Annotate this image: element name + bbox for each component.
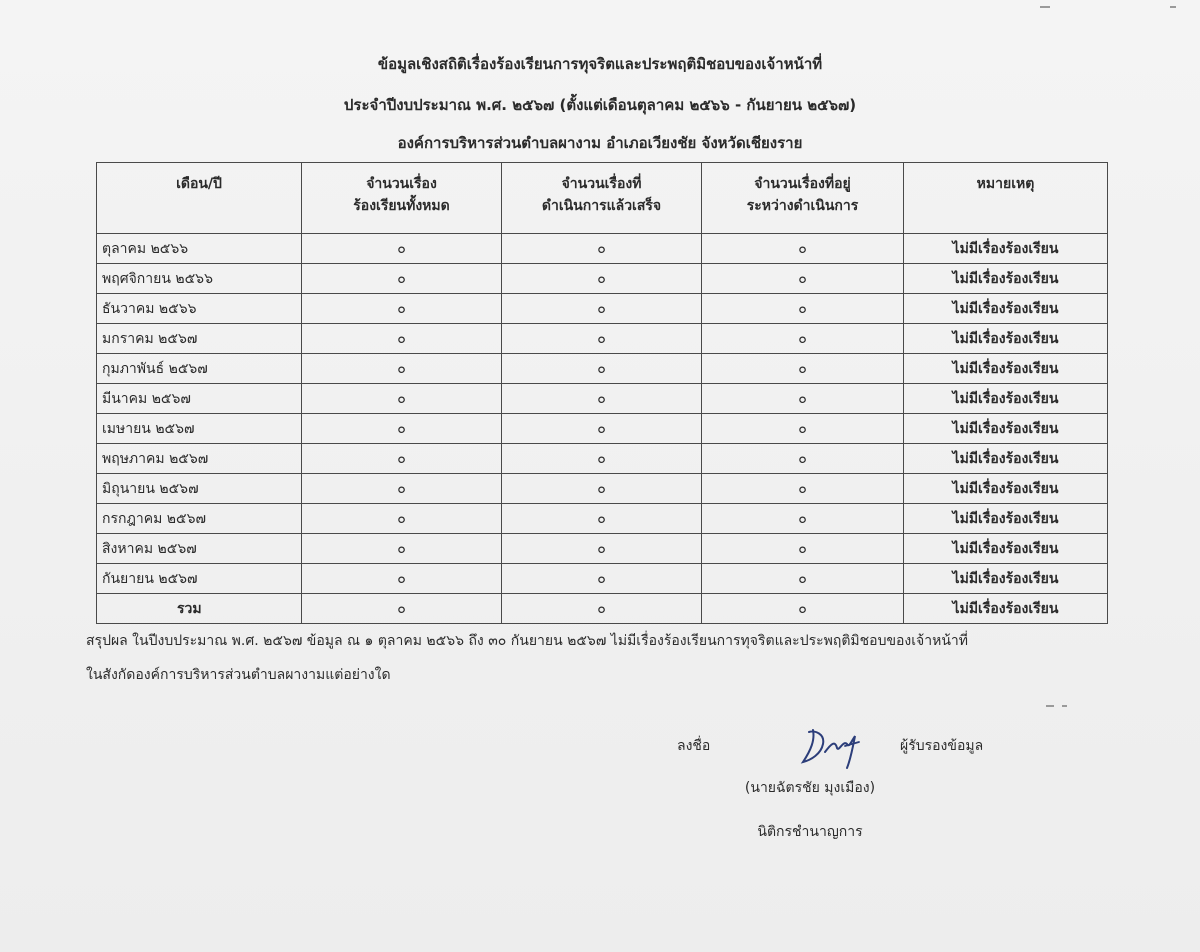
completed-cell: ๐ <box>502 504 702 534</box>
table-total-row <box>97 594 1108 624</box>
in-progress-cell: ๐ <box>702 504 904 534</box>
header-line: หมายเหตุ <box>976 176 1035 192</box>
table-row <box>97 294 1108 324</box>
completed-cell: ๐ <box>502 474 702 504</box>
month-cell: พฤษภาคม ๒๕๖๗ <box>97 444 302 474</box>
total-cell: ๐ <box>302 504 502 534</box>
table-row <box>97 444 1108 474</box>
signer-position: นิติกรชำนาญการ <box>757 824 863 840</box>
table-row <box>97 264 1108 294</box>
note-cell: ไม่มีเรื่องร้องเรียน <box>904 474 1108 504</box>
month-cell: ตุลาคม ๒๕๖๖ <box>97 234 302 264</box>
header-line: ดำเนินการแล้วเสร็จ <box>541 198 662 214</box>
column-header-in-progress <box>702 163 904 234</box>
total-cell: ๐ <box>302 594 502 624</box>
summary-line-2: ในสังกัดองค์การบริหารส่วนตำบลผางามแต่อย่างใด <box>86 667 391 683</box>
total-cell: ๐ <box>302 234 502 264</box>
in-progress-cell: ๐ <box>702 324 904 354</box>
completed-cell: ๐ <box>502 564 702 594</box>
total-cell: ๐ <box>302 534 502 564</box>
header-line: จำนวนเรื่องที่อยู่ <box>754 176 851 192</box>
note-cell: ไม่มีเรื่องร้องเรียน <box>904 324 1108 354</box>
total-cell: ๐ <box>302 324 502 354</box>
completed-cell: ๐ <box>502 444 702 474</box>
in-progress-cell: ๐ <box>702 354 904 384</box>
month-cell: ธันวาคม ๒๕๖๖ <box>97 294 302 324</box>
complaint-statistics-table <box>96 162 1108 624</box>
completed-cell: ๐ <box>502 354 702 384</box>
table-row <box>97 384 1108 414</box>
summary-line-1: สรุปผล ในปีงบประมาณ พ.ศ. ๒๕๖๗ ข้อมูล ณ ๑ ตุลาคม ๒๕๖๖ ถึง ๓๐ กันยายน ๒๕๖๗ ไม่มีเรื่องร้องเรียนการทุจริตและประพฤติมิชอบของเจ้าหน้าที่ <box>86 633 969 649</box>
table-row <box>97 324 1108 354</box>
in-progress-cell: ๐ <box>702 234 904 264</box>
header-line: ระหว่างดำเนินการ <box>746 198 859 214</box>
month-cell: กรกฎาคม ๒๕๖๗ <box>97 504 302 534</box>
note-cell: ไม่มีเรื่องร้องเรียน <box>904 594 1108 624</box>
month-cell: มิถุนายน ๒๕๖๗ <box>97 474 302 504</box>
in-progress-cell: ๐ <box>702 264 904 294</box>
note-cell: ไม่มีเรื่องร้องเรียน <box>904 384 1108 414</box>
note-cell: ไม่มีเรื่องร้องเรียน <box>904 264 1108 294</box>
month-cell: เมษายน ๒๕๖๗ <box>97 414 302 444</box>
total-cell: ๐ <box>302 264 502 294</box>
table-row <box>97 504 1108 534</box>
in-progress-cell: ๐ <box>702 564 904 594</box>
header-line: จำนวนเรื่อง <box>366 176 437 192</box>
total-label-cell: รวม <box>97 594 302 624</box>
table-row <box>97 564 1108 594</box>
in-progress-cell: ๐ <box>702 384 904 414</box>
sign-label: ลงชื่อ <box>677 738 711 754</box>
column-header-total <box>302 163 502 234</box>
completed-cell: ๐ <box>502 294 702 324</box>
month-cell: มกราคม ๒๕๖๗ <box>97 324 302 354</box>
table-header-row <box>97 163 1108 234</box>
in-progress-cell: ๐ <box>702 594 904 624</box>
note-cell: ไม่มีเรื่องร้องเรียน <box>904 354 1108 384</box>
total-cell: ๐ <box>302 444 502 474</box>
table-row <box>97 474 1108 504</box>
scan-speck <box>1046 705 1054 707</box>
note-cell: ไม่มีเรื่องร้องเรียน <box>904 534 1108 564</box>
in-progress-cell: ๐ <box>702 414 904 444</box>
in-progress-cell: ๐ <box>702 294 904 324</box>
organization-name: องค์การบริหารส่วนตำบลผางาม อำเภอเวียงชัย จังหวัดเชียงราย <box>397 134 803 152</box>
header-line: จำนวนเรื่องที่ <box>561 176 642 192</box>
completed-cell: ๐ <box>502 594 702 624</box>
note-cell: ไม่มีเรื่องร้องเรียน <box>904 294 1108 324</box>
note-cell: ไม่มีเรื่องร้องเรียน <box>904 504 1108 534</box>
in-progress-cell: ๐ <box>702 534 904 564</box>
note-cell: ไม่มีเรื่องร้องเรียน <box>904 444 1108 474</box>
month-cell: กันยายน ๒๕๖๗ <box>97 564 302 594</box>
completed-cell: ๐ <box>502 384 702 414</box>
column-header-completed <box>502 163 702 234</box>
table-row <box>97 234 1108 264</box>
header-line: เดือน/ปี <box>176 176 222 192</box>
note-cell: ไม่มีเรื่องร้องเรียน <box>904 414 1108 444</box>
completed-cell: ๐ <box>502 324 702 354</box>
in-progress-cell: ๐ <box>702 474 904 504</box>
month-cell: กุมภาพันธ์ ๒๕๖๗ <box>97 354 302 384</box>
month-cell: สิงหาคม ๒๕๖๗ <box>97 534 302 564</box>
month-cell: มีนาคม ๒๕๖๗ <box>97 384 302 414</box>
total-cell: ๐ <box>302 384 502 414</box>
signer-name: (นายฉัตรชัย มุงเมือง) <box>744 780 876 796</box>
column-header-note <box>904 163 1108 234</box>
in-progress-cell: ๐ <box>702 444 904 474</box>
column-header-month <box>97 163 302 234</box>
note-cell: ไม่มีเรื่องร้องเรียน <box>904 234 1108 264</box>
table-row <box>97 354 1108 384</box>
certifier-label: ผู้รับรองข้อมูล <box>900 738 984 754</box>
document-subtitle: ประจำปีงบประมาณ พ.ศ. ๒๕๖๗ (ตั้งแต่เดือนตุลาคม ๒๕๖๖ - กันยายน ๒๕๖๗) <box>343 96 857 114</box>
handwritten-signature <box>795 722 865 770</box>
header-line: ร้องเรียนทั้งหมด <box>353 198 450 214</box>
total-cell: ๐ <box>302 354 502 384</box>
total-cell: ๐ <box>302 414 502 444</box>
completed-cell: ๐ <box>502 534 702 564</box>
scan-speck <box>1062 705 1067 707</box>
completed-cell: ๐ <box>502 264 702 294</box>
total-cell: ๐ <box>302 474 502 504</box>
total-cell: ๐ <box>302 564 502 594</box>
month-cell: พฤศจิกายน ๒๕๖๖ <box>97 264 302 294</box>
table-row <box>97 414 1108 444</box>
scan-speck <box>1170 6 1176 8</box>
note-cell: ไม่มีเรื่องร้องเรียน <box>904 564 1108 594</box>
total-cell: ๐ <box>302 294 502 324</box>
table-row <box>97 534 1108 564</box>
completed-cell: ๐ <box>502 414 702 444</box>
completed-cell: ๐ <box>502 234 702 264</box>
scan-speck <box>1040 6 1050 8</box>
document-title: ข้อมูลเชิงสถิติเรื่องร้องเรียนการทุจริตและประพฤติมิชอบของเจ้าหน้าที่ <box>377 55 823 73</box>
